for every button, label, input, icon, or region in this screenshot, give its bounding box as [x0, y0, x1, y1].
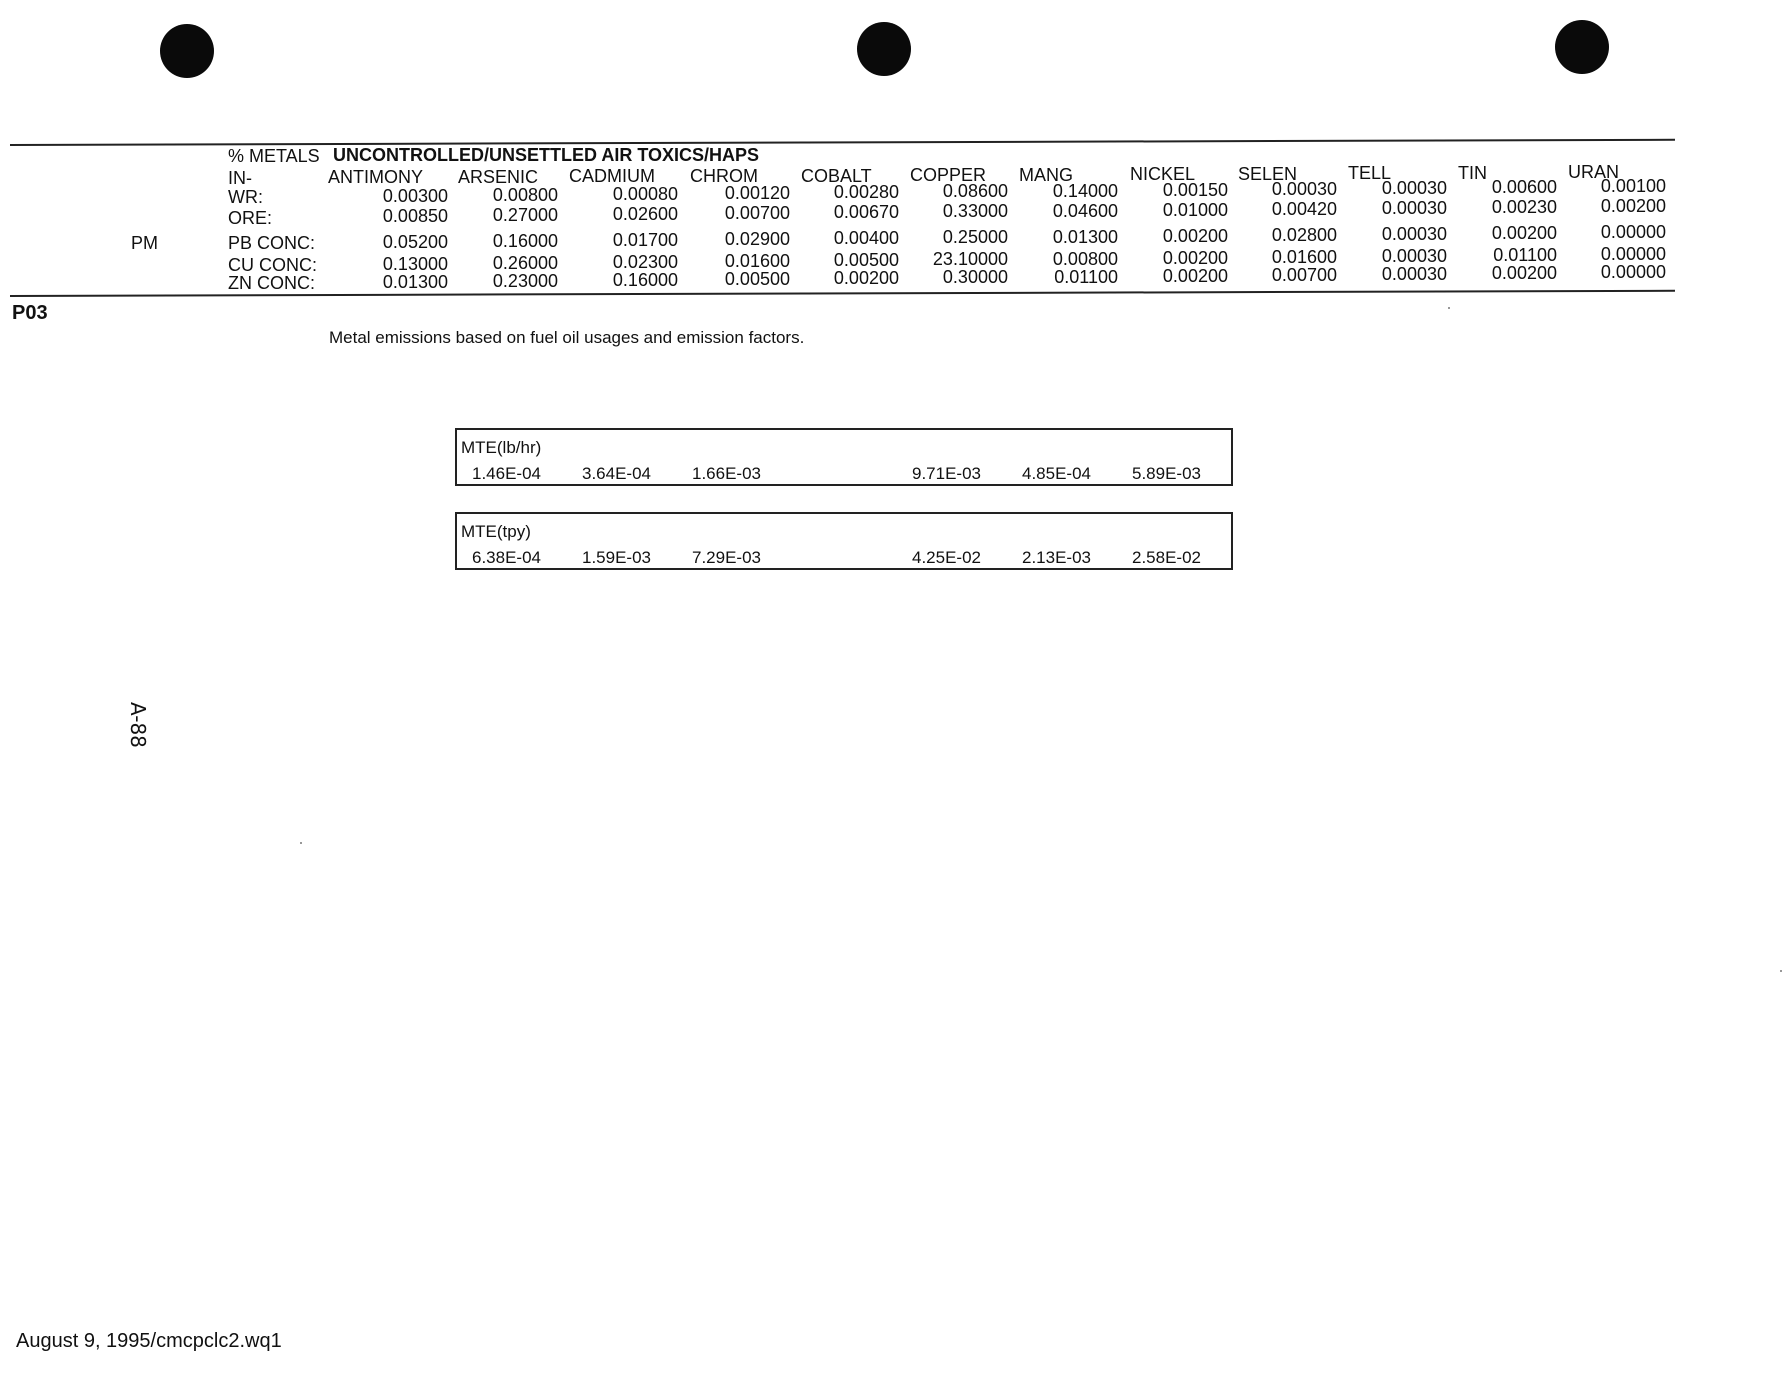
table-cell: 0.00300 — [382, 186, 448, 206]
col-header: COBALT — [801, 166, 872, 186]
row-label: PB CONC: — [228, 233, 316, 253]
mte-value: 5.89E-03 — [1132, 464, 1201, 483]
table-cell: 0.01000 — [1162, 200, 1228, 220]
table-cell: 0.00080 — [612, 184, 678, 204]
table-cell: 0.30000 — [942, 267, 1008, 287]
table-title: UNCONTROLLED/UNSETTLED AIR TOXICS/HAPS — [333, 145, 760, 165]
table-cell: 0.01700 — [612, 230, 678, 250]
table-cell: 0.02300 — [612, 252, 678, 272]
table-cell: 0.00800 — [1052, 249, 1118, 269]
table-cell: 0.23000 — [492, 271, 558, 291]
mte-value: 4.25E-02 — [912, 548, 981, 567]
mte-value: 7.29E-03 — [692, 548, 761, 567]
table-cell: 23.10000 — [932, 249, 1008, 269]
table-cell: 0.00030 — [1381, 198, 1447, 218]
mte-lbhr-box — [455, 428, 1233, 486]
mte-tpy-label: MTE(tpy) — [461, 522, 531, 541]
mte-value: 4.85E-04 — [1022, 464, 1091, 483]
table-cell: 0.00030 — [1381, 246, 1447, 266]
table-cell: 0.00000 — [1600, 222, 1666, 242]
col-header: TELL — [1348, 163, 1392, 183]
table-cell: 0.00200 — [1600, 196, 1666, 216]
table-cell: 0.00200 — [833, 268, 899, 288]
table-cell: 0.00420 — [1271, 199, 1337, 219]
col-header: ANTIMONY — [328, 167, 424, 187]
col-header: NICKEL — [1130, 164, 1196, 184]
table-cell: 0.01100 — [1493, 245, 1557, 265]
col-header: SELEN — [1238, 164, 1298, 184]
table-cell: 0.01300 — [382, 272, 448, 292]
mte-value: 1.66E-03 — [692, 464, 761, 483]
table-cell: 0.00150 — [1162, 180, 1228, 200]
table-cell: 0.00030 — [1381, 178, 1447, 198]
table-cell: 0.00200 — [1491, 263, 1557, 283]
table-cell: 0.00670 — [833, 202, 899, 222]
col-header: COPPER — [910, 165, 987, 185]
mte-value: 2.58E-02 — [1132, 548, 1201, 567]
table-cell: 0.14000 — [1052, 181, 1118, 201]
page-number: A-88 — [126, 702, 150, 748]
scan-speck — [300, 842, 302, 844]
col-header: ARSENIC — [458, 167, 539, 187]
table-cell: 0.00030 — [1381, 224, 1447, 244]
table-cell: 0.00120 — [724, 183, 790, 203]
col-header: CHROM — [690, 166, 758, 186]
table-cell: 0.02600 — [612, 204, 678, 224]
note-text: Metal emissions based on fuel oil usages and emission factors. — [329, 328, 805, 347]
table-cell: 0.16000 — [612, 270, 678, 290]
table-cell: 0.01100 — [1054, 267, 1118, 287]
table-cell: 0.02800 — [1271, 225, 1337, 245]
table-cell: 0.25000 — [942, 227, 1008, 247]
table-cell: 0.00700 — [724, 203, 790, 223]
table-cell: 0.33000 — [942, 201, 1008, 221]
hole-punch — [857, 22, 911, 76]
table-cell: 0.00200 — [1162, 266, 1228, 286]
table-cell: 0.00030 — [1381, 264, 1447, 284]
col-header: TIN — [1458, 163, 1487, 183]
col-header: URAN — [1568, 162, 1620, 182]
scan-speck — [1448, 307, 1450, 309]
pm-label: PM — [131, 233, 158, 253]
table-cell: 0.01300 — [1052, 227, 1118, 247]
mte-value: 2.13E-03 — [1022, 548, 1091, 567]
pct-metals-label: % METALS — [228, 146, 320, 166]
mte-value: 1.46E-04 — [472, 464, 541, 483]
row-label: ZN CONC: — [228, 273, 315, 293]
footer-text: August 9, 1995/cmcpclc2.wq1 — [16, 1330, 282, 1352]
table-cell: 0.26000 — [492, 253, 558, 273]
top-rule — [10, 139, 1675, 146]
table-cell: 0.00230 — [1491, 197, 1557, 217]
table-cell: 0.00400 — [833, 228, 899, 248]
hole-punch — [1555, 20, 1609, 74]
row-label: CU CONC: — [228, 255, 317, 275]
row-label: ORE: — [228, 208, 273, 228]
table-cell: 0.00000 — [1600, 262, 1666, 282]
table-cell: 0.13000 — [382, 254, 448, 274]
table-cell: 0.01600 — [724, 251, 790, 271]
table-cell: 0.02900 — [724, 229, 790, 249]
mte-value: 3.64E-04 — [582, 464, 651, 483]
table-cell: 0.08600 — [942, 181, 1008, 201]
table-cell: 0.00200 — [1162, 226, 1228, 246]
table-cell: 0.00000 — [1600, 244, 1666, 264]
table-cell: 0.00200 — [1162, 248, 1228, 268]
mte-tpy-box — [455, 512, 1233, 570]
table-cell: 0.00500 — [833, 250, 899, 270]
mte-lbhr-label: MTE(lb/hr) — [461, 438, 542, 457]
table-cell: 0.00850 — [382, 206, 448, 226]
table-cell: 0.00100 — [1600, 176, 1666, 196]
mte-value: 9.71E-03 — [912, 464, 981, 483]
table-cell: 0.00500 — [724, 269, 790, 289]
table-cell: 0.01600 — [1271, 247, 1337, 267]
scan-speck — [1780, 970, 1782, 972]
table-cell: 0.27000 — [492, 205, 558, 225]
col-header: CADMIUM — [569, 166, 655, 186]
col-header: MANG — [1019, 165, 1073, 185]
in-label: IN- — [228, 168, 252, 188]
table-cell: 0.16000 — [492, 231, 558, 251]
hole-punch — [160, 24, 214, 78]
row-label: WR: — [228, 187, 263, 207]
mte-value: 1.59E-03 — [582, 548, 651, 567]
table-cell: 0.00030 — [1271, 179, 1337, 199]
table-cell: 0.00200 — [1491, 223, 1557, 243]
table-cell: 0.00800 — [492, 185, 558, 205]
mte-value: 6.38E-04 — [472, 548, 541, 567]
table-cell: 0.00600 — [1491, 177, 1557, 197]
table-cell: 0.00280 — [833, 182, 899, 202]
table-cell: 0.00700 — [1271, 265, 1337, 285]
table-cell: 0.04600 — [1052, 201, 1118, 221]
table-cell: 0.05200 — [382, 232, 448, 252]
section-id: P03 — [12, 302, 48, 324]
